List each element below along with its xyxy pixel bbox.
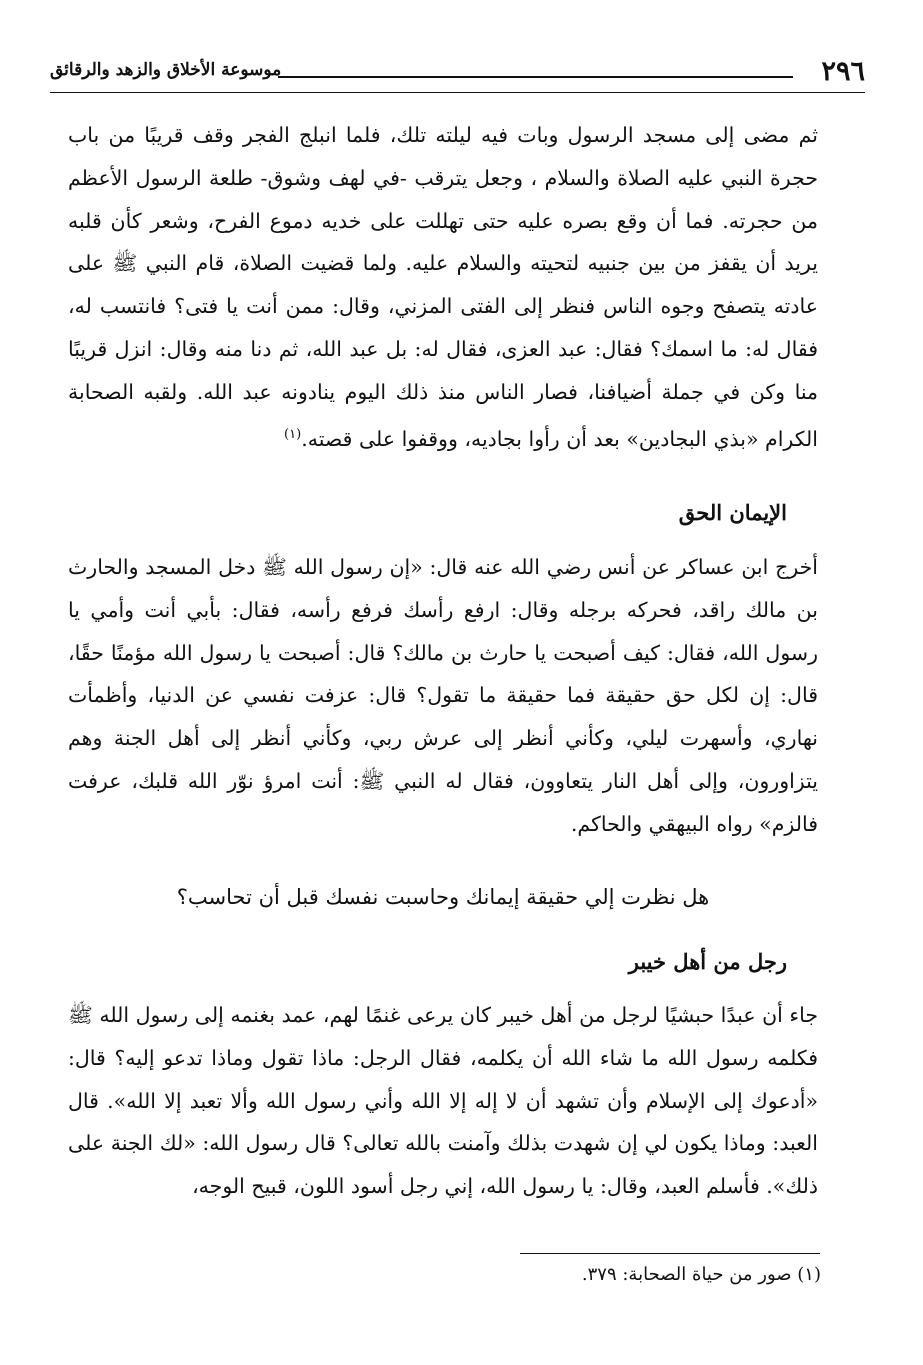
running-header <box>50 52 865 92</box>
book-title: موسوعة الأخلاق والزهد والرقائق <box>50 60 282 80</box>
header-underline <box>50 92 865 93</box>
footnote: (١) صور من حياة الصحابة: ٣٧٩. <box>581 1264 821 1285</box>
reflection-question: هل نظرت إلي حقيقة إيمانك وحاسبت نفسك قبل أن تحاسب؟ <box>176 885 710 909</box>
header-rule <box>278 76 793 78</box>
page-number: ٢٩٦ <box>821 56 865 87</box>
story-paragraph <box>68 114 818 460</box>
hadith-paragraph: أخرج ابن عساكر عن أنس رضي الله عنه قال: «إن رسول الله ﷺ دخل المسجد والحارث بن مالك راقد، فحركه برجله وقال: ارفع رأسك فرفع رأسه، فقال: بأبي أنت وأمي يا رسول الله، فقال: كيف أصبحت يا حارث بن مالك؟ قال: أصبحت يا رسول الله مؤمنًا حقًا، قال: إن لكل حق حقيقة فما حقيقة ما تقول؟ قال: عزفت نفسي عن الدنيا، وأظمأت نهاري، وأسهرت ليلي، وكأني أنظر إلى عرش ربي، وكأني أنظر إلى أهل الجنة وهم يتزاورون، وإلى أهل النار يتعاوون، فقال له النبي ﷺ: أنت امرؤ نوّر الله قلبك، عرفت فالزم» رواه البيهقي والحاكم. <box>68 555 818 836</box>
khaybar-paragraph: جاء أن عبدًا حبشيًا لرجل من أهل خيبر كان يرعى غنمًا لهم، عمد بغنمه إلى رسول الله ﷺ فكلمه رسول الله ما شاء الله أن يكلمه، فقال الرجل: ماذا تقول وماذا تدعو إليه؟ قال: «أدعوك إلى الإسلام وأن تشهد أن لا إله إلا الله وأني رسول الله وألا تعبد إلا الله». قال العبد: وماذا يكون لي إن شهدت بذلك وآمنت بالله تعالى؟ قال رسول الله: «لك الجنة على ذلك». فأسلم العبد، وقال: يا رسول الله، إني رجل أسود اللون، قبيح الوجه، <box>68 1003 818 1199</box>
section-heading-khaybar-man: رجل من أهل خيبر <box>628 949 787 974</box>
story-text: ثم مضى إلى مسجد الرسول وبات فيه ليلته تلك، فلما انبلج الفجر وقف قريبًا من باب حجرة النبي عليه الصلاة والسلام ، وجعل يترقب -في لهف وشوق- طلعة الرسول الأعظم من حجرته. فما أن وقع بصره عليه حتى تهللت على خديه دموع الفرح، وشعر كأن قلبه يريد أن يقفز من بين جنبيه لتحيته والسلام عليه. ولما قضيت الصلاة، قام النبي ﷺ على عادته يتصفح وجوه الناس فنظر إلى الفتى المزني، وقال: ممن أنت يا فتى؟ فانتسب له، فقال له: ما اسمك؟ فقال: عبد العزى، فقال له: بل عبد الله، ثم دنا منه وقال: انزل قريبًا منا وكن في جملة أضيافنا، فصار الناس منذ ذلك اليوم ينادونه عبد الله. ولقبه الصحابة الكرام «بذي البجادين» بعد أن رأوا بجاديه، ووقفوا على قصته. <box>68 123 818 451</box>
footnote-separator <box>520 1253 820 1254</box>
footnote-reference: (١) <box>284 426 302 442</box>
section-heading-true-faith: الإيمان الحق <box>678 500 787 525</box>
